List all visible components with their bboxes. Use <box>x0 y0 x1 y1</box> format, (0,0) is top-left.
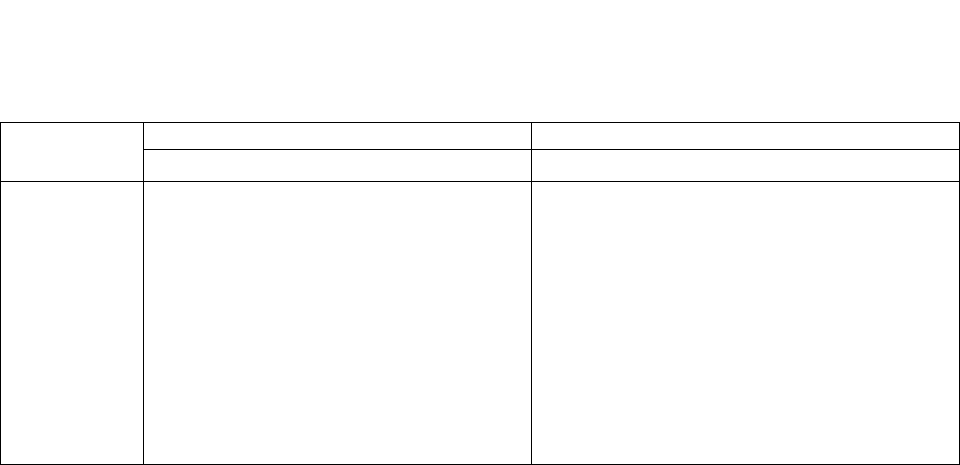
sunflower-group-header <box>143 127 531 147</box>
variety-header <box>6 157 134 177</box>
header-bottom-rule <box>0 181 960 182</box>
table-top-rule <box>0 122 960 123</box>
label-column-divider <box>143 122 144 465</box>
group-divider <box>531 122 532 465</box>
maize-group-header <box>531 127 959 147</box>
table-left-border <box>0 122 1 465</box>
group-header-rule <box>143 149 960 150</box>
